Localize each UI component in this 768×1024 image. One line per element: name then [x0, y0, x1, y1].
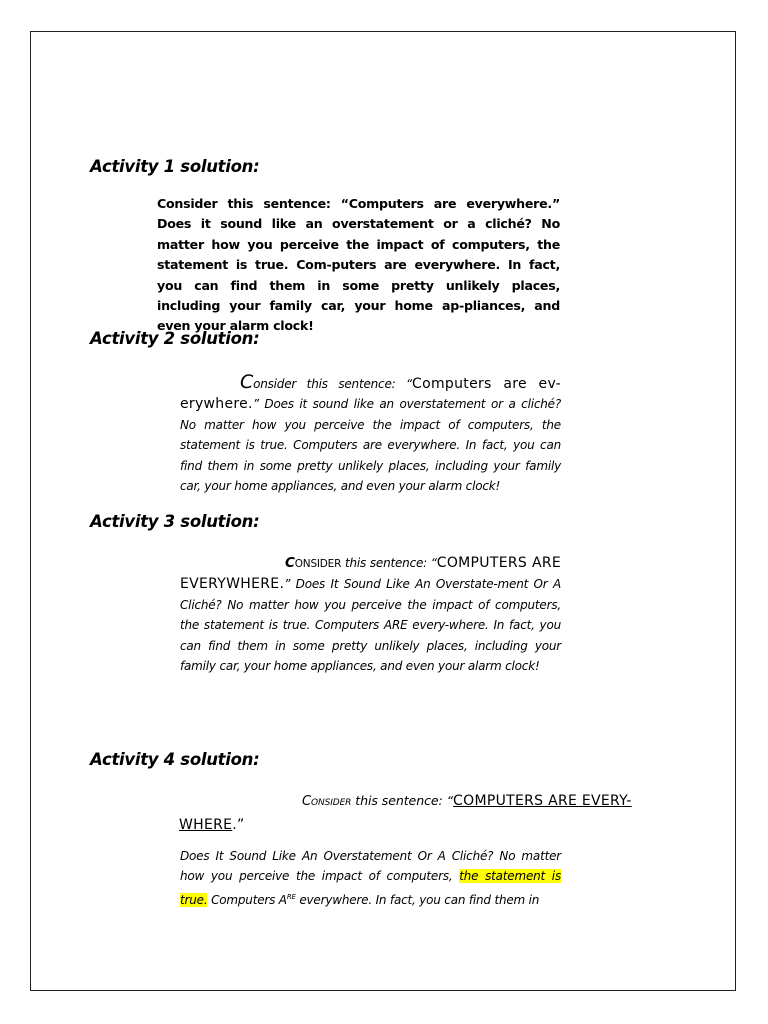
- activity-4-heading: Activity 4 solution:: [90, 750, 260, 769]
- activity-3-paragraph: [180, 553, 561, 676]
- activity-4-superscript: RE: [286, 892, 296, 901]
- activity-1-paragraph: [157, 194, 560, 337]
- activity-4-quote-part2: WHERE: [179, 817, 233, 833]
- activity-3-tail: ” Does It Sound Like An Overstate-ment Or A Cliché? No matter how you perceive the impact of computers, the statement is true. Computers ARE every-where. In fact, you can find them in some pretty unlikely places, including your family car, your home appliances, and even your alarm clock!: [180, 577, 561, 674]
- activity-2-quote: Computers are ev-erywhere.: [180, 376, 562, 413]
- activity-4-intro: this sentence: “: [351, 793, 454, 808]
- activity-4-quote-part1: COMPUTERS ARE EVERY-: [453, 793, 632, 809]
- activity-4-quote-end: .”: [232, 817, 245, 833]
- activity-2-intro: onsider this sentence: “: [253, 377, 413, 391]
- activity-4-body-paragraph: [180, 846, 561, 910]
- activity-4-body-before: Does It Sound Like An Overstatement Or A Cliché? No matter how you perceive the impact of computers,: [180, 849, 561, 884]
- activity-3-intro: this sentence: “: [341, 556, 437, 570]
- drop-cap: C: [240, 371, 254, 393]
- activity-4-highlight: the statement is true.: [180, 869, 561, 907]
- activity-3-smallcaps: ONSIDER: [294, 558, 342, 570]
- activity-3-quote: COMPUTERS ARE EVERYWHERE.: [180, 555, 562, 593]
- activity-1-heading: Activity 1 solution:: [90, 157, 260, 176]
- activity-4-body-mid: Computers A: [207, 892, 287, 907]
- activity-2-tail: ” Does it sound like an overstatement or a cliché? No matter how you perceive the impact of computers, the statement is true. Computers are everywhere. In fact, you can find them in some pretty unlikely places, including your family car, your home appliances, and even your alarm clock!: [180, 397, 561, 494]
- activity-3-cap: C: [285, 555, 295, 571]
- activity-2-heading: Activity 2 solution:: [90, 329, 260, 348]
- activity-4-smallcaps: ONSIDER: [310, 798, 352, 808]
- activity-4-intro-paragraph: [180, 790, 678, 836]
- activity-3-heading: Activity 3 solution:: [90, 512, 260, 531]
- activity-4-body-after: everywhere. In fact, you can find them in: [295, 892, 540, 907]
- activity-1-text: Consider this sentence: “Computers are everywhere.” Does it sound like an overstatement or a cliché? No matter how you perceive the impact of computers, the statement is true. Com-puters are everywhere. In fact, you can find them in some pretty unlikely places, including your family car, your home ap-pliances, and even your alarm clock!: [157, 196, 560, 334]
- activity-4-cap: C: [302, 794, 311, 809]
- activity-2-paragraph: [180, 372, 561, 496]
